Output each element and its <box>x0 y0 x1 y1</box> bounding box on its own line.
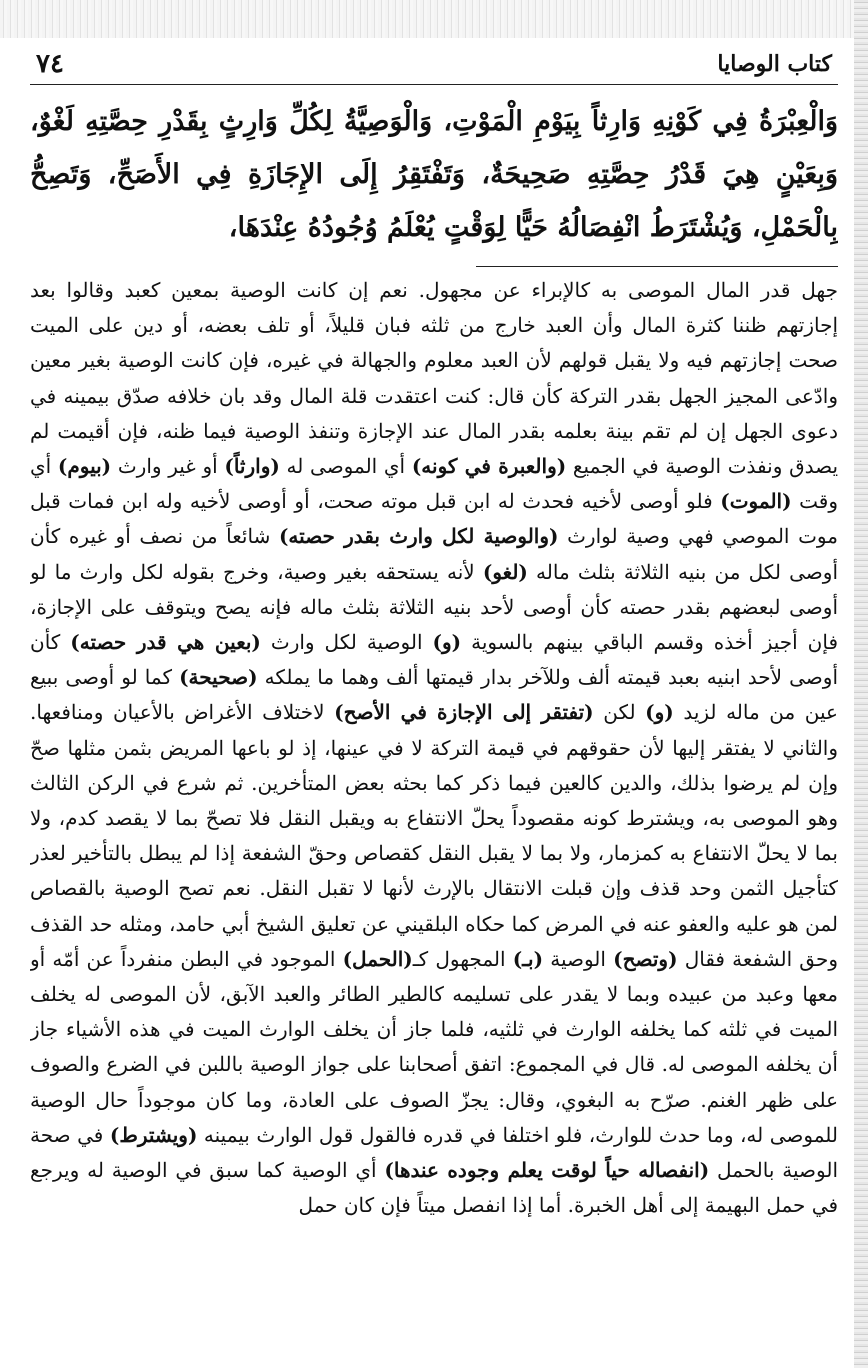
commentary-text: لأنه يستحقه بغير وصية، وخرج بقوله لكل وارث ما لو أوصى لبعضهم بقدر حصته كأن أوصى لأحد بنيه الثلاثة بثلث ماله فإنه يصح ويتوقف على الإجازة، فإن أجيز أخذه وقسم الباقي بينهم بالسوية <box>30 559 838 655</box>
commentary-paragraph <box>30 273 838 1223</box>
footnote-divider <box>476 266 838 267</box>
matn-quote: (لغو) <box>482 559 528 584</box>
commentary-text: الوصية لكل وارث <box>260 630 433 655</box>
commentary-text: أي الموصى له <box>279 454 412 479</box>
scan-top-edge <box>0 0 868 38</box>
scan-right-edge <box>854 0 868 1368</box>
commentary-text: لكن <box>593 700 646 725</box>
matn-quote: (بـ) <box>512 946 544 971</box>
matn-quote: (والوصية لكل وارث بقدر حصته) <box>278 524 559 549</box>
page-header <box>30 44 838 85</box>
matn-quote: (ويشترط) <box>109 1122 198 1147</box>
matn-quote: (بعين هي قدر حصته) <box>70 630 261 655</box>
matn-quote: (والعبرة في كونه) <box>411 454 567 479</box>
book-title: كتاب الوصايا <box>717 51 832 77</box>
matn-quote: (الحمل) <box>342 946 413 971</box>
matn-text: وَالْعِبْرَةُ فِي كَوْنِهِ وَارِثاً بِيَوْمِ الْمَوْتِ، وَالْوَصِيَّةُ لِكُلِّ وَارِثٍ بِقَدْرِ حِصَّتِهِ لَغْوٌ، وَبِعَيْنٍ هِيَ قَدْرُ حِصَّتِهِ صَحِيحَةٌ، وَتَفْتَقِرُ إِلَى الإِجَازَةِ فِي الأَصَحِّ، وَتَصِحُّ بِالْحَمْلِ، وَيُشْتَرَطُ انْفِصَالُهُ حَيًّا لِوَقْتٍ يُعْلَمُ وُجُودُهُ عِنْدَهَا، <box>30 106 838 243</box>
commentary-text: أي وقت <box>30 454 838 514</box>
commentary-text: في صحة الوصية بالحمل <box>30 1122 838 1183</box>
commentary-text: الموجود في البطن منفرداً عن أمّه أو معها وعبد من عبيده وبما لا يقدر على تسليمه كالطير الطائر والعبد الآبق، لأن الموصى له يخلف الميت في ثلثه كما يخلفه الوارث في ثلثيه، فلما جاز أن يخلف الوارث الميت في هذه الأشياء جاز أن يخلفه الموصى له. قال في المجموع: اتفق أصحابنا على جواز الوصية باللبن في الضرع والصوف على ظهر الغنم. صرّح به البغوي، وقال: يجزّ الصوف على العادة، وما كان موجوداً حال الوصية للموصى له، وما حدث للوارث، فلو اختلفا في قدره فالقول قول الوارث بيمينه <box>30 946 838 1147</box>
commentary-text: شائعاً من نصف أو غيره كأن أوصى لكل من بنيه الثلاثة بثلث ماله <box>30 524 838 584</box>
commentary-text: الوصية <box>543 946 614 971</box>
matn-quote: (و) <box>645 700 674 725</box>
commentary <box>30 273 838 1223</box>
matn-quote: (الموت) <box>720 489 792 514</box>
matn-quote: (و) <box>432 630 462 655</box>
commentary-text: لاختلاف الأغراض بالأعيان ومنافعها. والثاني لا يفتقر إليها لأن حقوقهم في قيمة التركة لا في عينها، إذ لو باعها المريض بثمن مثلها صحّ وإن لم يرضوا بذلك، والدين كالعين فيما ذكر كما بحثه بعض المتأخرين. ثم شرع في الركن الثالث وهو الموصى به، ويشترط كونه مقصوداً يحلّ الانتفاع به ويقبل النقل فلا تصحّ بما لا يقصد كدم، ولا بما لا يحلّ الانتفاع به كمزمار، ولا بما لا يقبل النقل كقصاص وحقّ الشفعة إذا لم يبطل بالتأخير لعذر كتأجيل الثمن وحد قذف وإن قبلت الانتقال بالإرث لأنها لا تقبل النقل. نعم تصح الوصية بالقصاص لمن هو عليه والعفو عنه في المرض كما حكاه البلقيني عن تعليق الشيخ أبي حامد، ومثله حد القذف وحق الشفعة فقال <box>30 700 838 971</box>
matn-quote: (تفتقر إلى الإجازة في الأصح) <box>334 700 594 725</box>
commentary-text: كما لو أوصى ببيع عين من ماله لزيد <box>30 665 838 725</box>
matn-quote: (انفصاله حياً لوقت يعلم وجوده عندها) <box>384 1158 710 1183</box>
commentary-text: جهل قدر المال الموصى به كالإبراء عن مجهول. نعم إن كانت الوصية بمعين كعبد وقالوا بعد إجازتهم ظننا كثرة المال وأن العبد خارج من ثلثه فبان قليلاً، أو تلف بعضه، أو دين على الميت صحت إجازتهم فيه ولا يقبل قولهم لأن العبد معلوم والجهالة في غيره، فإن كانت الوصية بغير معين وادّعى المجيز الجهل بقدر التركة كأن قال: كنت اعتقدت قلة المال وقد بان خلافه صدّق بيمينه في دعوى الجهل إن لم تقم بينة بعلمه بقدر المال عند الإجازة وتنفذ الوصية فيما ظنه، فإن أقيمت لم يصدق ونفذت الوصية في الجميع <box>30 278 838 479</box>
matn-quote: (وتصح) <box>613 946 678 971</box>
commentary-text: أي الوصية كما سبق في الوصية له ويرجع في حمل البهيمة إلى أهل الخبرة. أما إذا انفصل ميتاً فإن كان حمل <box>30 1158 838 1218</box>
commentary-text: أو غير وارث <box>111 454 225 479</box>
matn-quote: (صحيحة) <box>179 665 258 690</box>
matn-quote: (بيوم) <box>57 454 112 479</box>
book-page <box>30 44 838 1360</box>
commentary-text: فلو أوصى لأخيه فحدث له ابن قبل موته صحت، أو أوصى لأخيه وله ابن فمات قبل موت الموصي فهي وصية لوارث <box>30 489 838 549</box>
page-number: ٧٤ <box>36 49 64 79</box>
commentary-text: كأن أوصى لأحد ابنيه بعبد قيمته ألف وللآخر بدار قيمتها ألف وهما ما يملكه <box>30 630 838 690</box>
matn-quote: (وارثاً) <box>224 454 280 479</box>
commentary-text: المجهول كـ <box>412 946 513 971</box>
